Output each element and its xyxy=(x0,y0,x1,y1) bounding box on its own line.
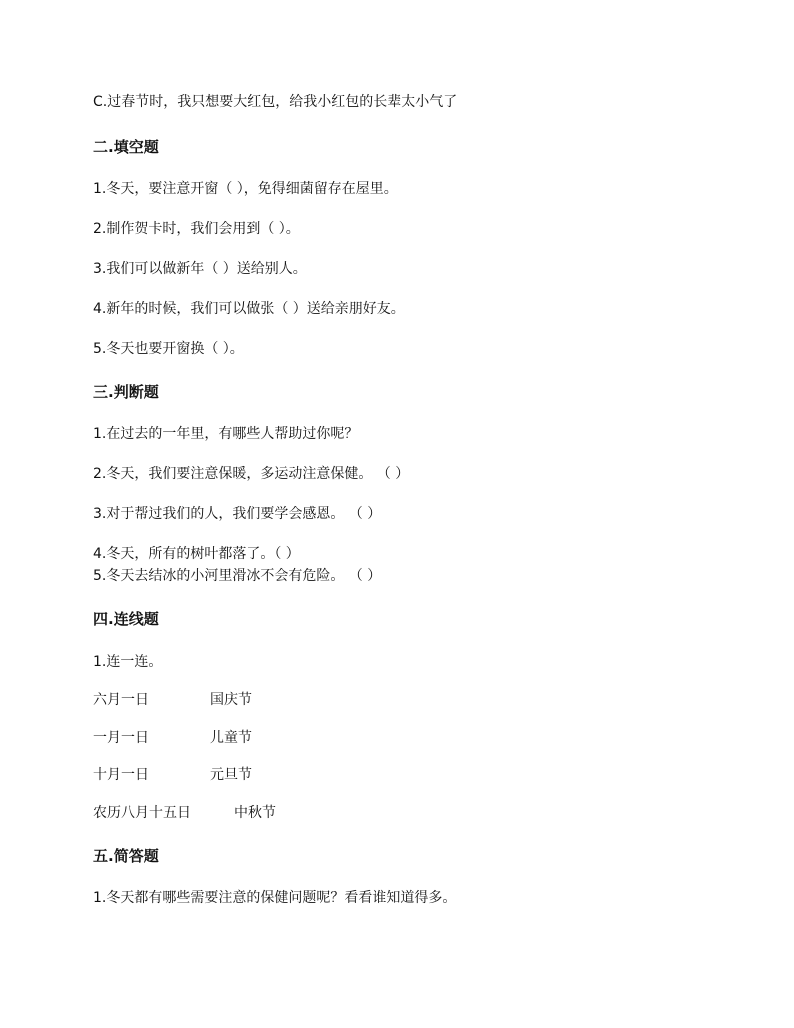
question-item: 4.新年的时候，我们可以做张（ ）送给亲朋好友。 xyxy=(93,301,405,317)
question-item: 5.冬天也要开窗换（ ）。 xyxy=(93,341,244,357)
section-heading: 二.填空题 xyxy=(93,138,159,156)
question-item: 1.连一连。 xyxy=(93,654,163,670)
question-item: 3.我们可以做新年（ ）送给别人。 xyxy=(93,261,307,277)
match-right-item: 儿童节 xyxy=(210,730,252,746)
question-item: 3.对于帮过我们的人，我们要学会感恩。 （ ） xyxy=(93,506,382,522)
section-heading: 四.连线题 xyxy=(93,610,159,628)
match-left-item: 十月一日 xyxy=(93,767,149,783)
section-heading: 五.简答题 xyxy=(93,847,159,865)
question-item: 2.冬天，我们要注意保暖，多运动注意保健。 （ ） xyxy=(93,466,410,482)
question-item: 4.冬天，所有的树叶都落了。（ ） xyxy=(93,546,300,562)
match-right-item: 国庆节 xyxy=(210,692,252,708)
match-right-item: 中秋节 xyxy=(234,805,276,821)
question-item: 1.冬天，要注意开窗（ ），免得细菌留存在屋里。 xyxy=(93,181,398,197)
section-heading: 三.判断题 xyxy=(93,383,159,401)
match-left-item: 农历八月十五日 xyxy=(93,805,191,821)
match-left-item: 六月一日 xyxy=(93,692,149,708)
question-item: 1.在过去的一年里，有哪些人帮助过你呢？ xyxy=(93,426,359,442)
match-left-item: 一月一日 xyxy=(93,730,149,746)
match-right-item: 元旦节 xyxy=(210,767,252,783)
question-item: 2.制作贺卡时，我们会用到（ ）。 xyxy=(93,221,300,237)
question-item: 5.冬天去结冰的小河里滑冰不会有危险。 （ ） xyxy=(93,568,382,584)
question-item: 1.冬天都有哪些需要注意的保健问题呢？看看谁知道得多。 xyxy=(93,890,457,906)
option-c: C.过春节时，我只想要大红包，给我小红包的长辈太小气了 xyxy=(93,94,458,110)
